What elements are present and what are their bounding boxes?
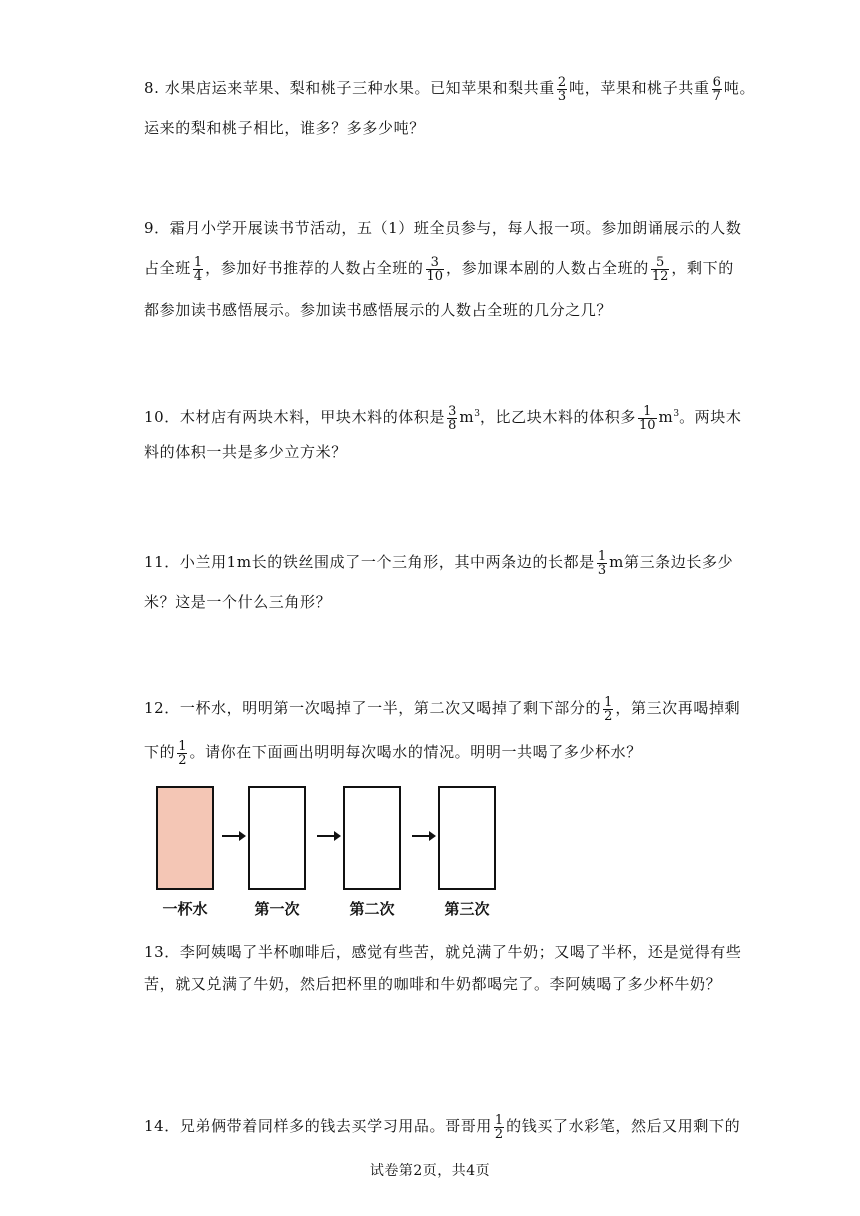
fraction: $\frac{6}{7}$	[712, 74, 721, 104]
fraction: $\frac{5}{12}$	[651, 254, 669, 284]
question-12-line-2: 下的 $\frac{1}{2}$ 。请你在下面画出明明每次喝水的情况。明明一共喝了多少杯水？	[144, 738, 642, 768]
question-9-line-1: 9．霜月小学开展读书节活动，五（1）班全员参与，每人报一项。参加朗诵展示的人数	[144, 219, 742, 237]
arrow-icon	[222, 835, 244, 837]
third-drink-box	[438, 786, 496, 890]
caption-third: 第三次	[444, 900, 490, 918]
question-11-line-1: 11．小兰用1m长的铁丝围成了一个三角形，其中两条边的长都是 $\frac{1}{3}$ m第三条边长多少	[144, 548, 734, 578]
question-10-line-2: 料的体积一共是多少立方米？	[144, 443, 347, 461]
second-drink-box	[343, 786, 401, 890]
fraction: $\frac{3}{8}$	[448, 403, 457, 433]
fraction: $\frac{1}{2}$	[178, 738, 187, 768]
fraction: $\frac{1}{2}$	[494, 1112, 504, 1142]
arrow-icon	[412, 835, 434, 837]
fraction: $\frac{2}{3}$	[557, 74, 567, 104]
caption-second: 第二次	[349, 900, 395, 918]
fraction: $\frac{1}{2}$	[604, 694, 613, 724]
fraction: $\frac{1}{3}$	[597, 548, 607, 578]
caption-first: 第一次	[254, 900, 300, 918]
fraction: $\frac{1}{4}$	[193, 254, 203, 284]
water-cup-figure	[155, 786, 515, 922]
fraction: $\frac{3}{10}$	[426, 254, 444, 284]
full-cup-box	[156, 786, 214, 890]
question-10-line-1: 10．木材店有两块木料，甲块木料的体积是 $\frac{3}{8}$ $m^3$，比乙块木料的体积多 $\frac{1}{10}$ $m^3$。两块木	[144, 403, 742, 433]
caption-full-cup: 一杯水	[162, 900, 208, 918]
question-14-line-1: 14．兄弟俩带着同样多的钱去买学习用品。哥哥用 $\frac{1}{2}$ 的钱买了水彩笔，然后又用剩下的	[144, 1112, 741, 1142]
fraction: $\frac{1}{10}$	[638, 403, 656, 433]
question-8-line-2: 运来的梨和桃子相比，谁多？多多少吨？	[144, 119, 425, 137]
question-11-line-2: 米？这是一个什么三角形？	[144, 593, 332, 611]
question-13-line-2: 苦，就又兑满了牛奶，然后把杯里的咖啡和牛奶都喝完了。李阿姨喝了多少杯牛奶？	[144, 975, 722, 993]
first-drink-box	[248, 786, 306, 890]
question-8-line-1: 8. 水果店运来苹果、梨和桃子三种水果。已知苹果和梨共重 $\frac{2}{3}$ 吨，苹果和桃子共重 $\frac{6}{7}$ 吨。	[144, 74, 756, 104]
question-9-line-3: 都参加读书感悟展示。参加读书感悟展示的人数占全班的几分之几？	[144, 301, 613, 319]
question-12-line-1: 12．一杯水，明明第一次喝掉了一半，第二次又喝掉了剩下部分的 $\frac{1}{2}$ ，第三次再喝掉剩	[144, 694, 741, 724]
page-footer: 试卷第2页，共4页	[369, 1163, 491, 1179]
question-13-line-1: 13．李阿姨喝了半杯咖啡后，感觉有些苦，就兑满了牛奶；又喝了半杯，还是觉得有些	[144, 943, 742, 961]
question-9-line-2: 占全班 $\frac{1}{4}$ ，参加好书推荐的人数占全班的 $\frac{3}{10}$ ，参加课本剧的人数占全班的 $\frac{5}{12}$ ，剩下的	[144, 254, 734, 284]
arrow-icon	[317, 835, 339, 837]
